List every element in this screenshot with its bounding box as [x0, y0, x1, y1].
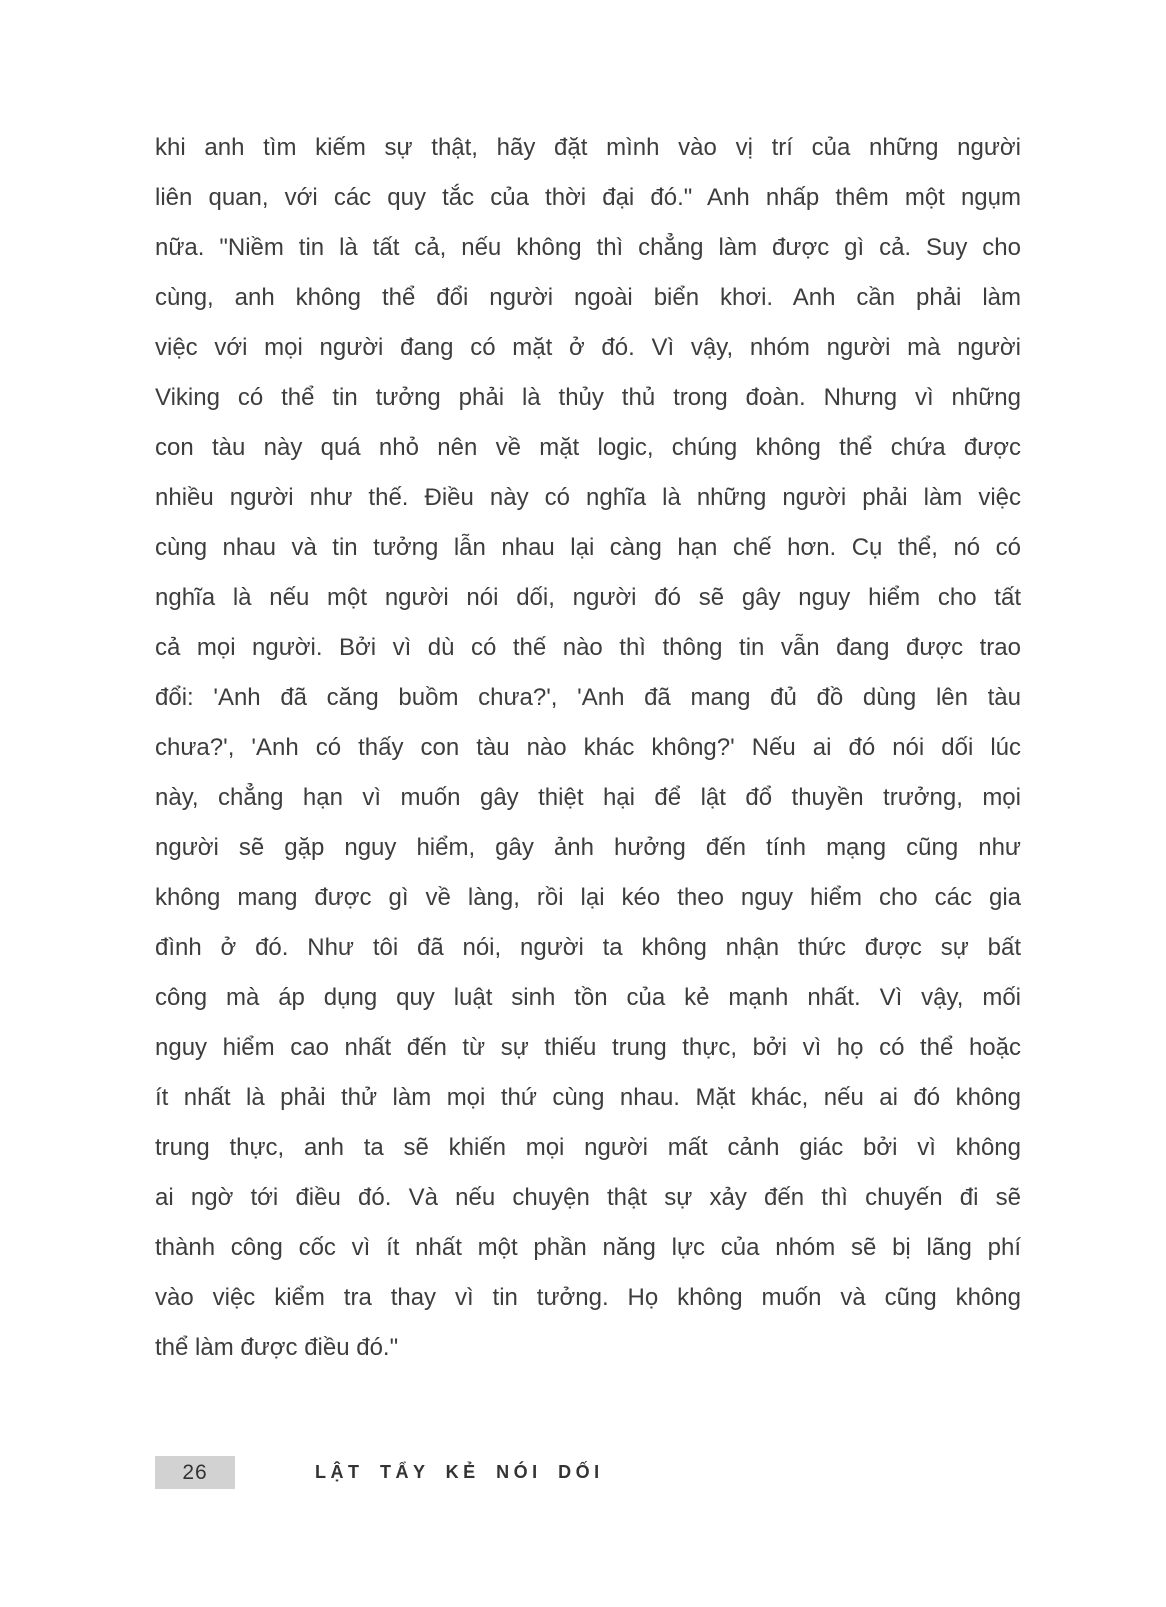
text-line: này, chẳng hạn vì muốn gây thiệt hại để lật đổ thuyền trưởng, mọi — [155, 784, 1021, 811]
text-line: đổi: 'Anh đã căng buồm chưa?', 'Anh đã mang đủ đồ dùng lên tàu — [155, 684, 1021, 711]
body-text — [155, 123, 1021, 1373]
text-line: liên quan, với các quy tắc của thời đại đó." Anh nhấp thêm một ngụm — [155, 184, 1021, 211]
page-footer — [155, 1456, 1021, 1489]
text-line: khi anh tìm kiếm sự thật, hãy đặt mình vào vị trí của những người — [155, 134, 1021, 161]
text-line: trung thực, anh ta sẽ khiến mọi người mất cảnh giác bởi vì không — [155, 1134, 1021, 1161]
text-line: nguy hiểm cao nhất đến từ sự thiếu trung thực, bởi vì họ có thể hoặc — [155, 1034, 1021, 1061]
text-line: cả mọi người. Bởi vì dù có thế nào thì thông tin vẫn đang được trao — [155, 634, 1021, 661]
text-line: nhiều người như thế. Điều này có nghĩa là những người phải làm việc — [155, 484, 1021, 511]
text-line: nghĩa là nếu một người nói dối, người đó sẽ gây nguy hiểm cho tất — [155, 584, 1021, 611]
text-line: con tàu này quá nhỏ nên về mặt logic, chúng không thể chứa được — [155, 434, 1021, 461]
text-line: người sẽ gặp nguy hiểm, gây ảnh hưởng đến tính mạng cũng như — [155, 834, 1021, 861]
text-line: không mang được gì về làng, rồi lại kéo theo nguy hiểm cho các gia — [155, 884, 1021, 911]
text-line: công mà áp dụng quy luật sinh tồn của kẻ mạnh nhất. Vì vậy, mối — [155, 984, 1021, 1011]
text-line: đình ở đó. Như tôi đã nói, người ta không nhận thức được sự bất — [155, 934, 1021, 961]
text-line: nữa. "Niềm tin là tất cả, nếu không thì chẳng làm được gì cả. Suy cho — [155, 234, 1021, 261]
text-line: cùng, anh không thể đổi người ngoài biển khơi. Anh cần phải làm — [155, 284, 1021, 311]
running-title: LẬT TẨY KẺ NÓI DỐI — [315, 1462, 604, 1482]
text-line: cùng nhau và tin tưởng lẫn nhau lại càng hạn chế hơn. Cụ thể, nó có — [155, 534, 1021, 561]
text-line: thành công cốc vì ít nhất một phần năng lực của nhóm sẽ bị lãng phí — [155, 1234, 1021, 1261]
text-line: Viking có thể tin tưởng phải là thủy thủ trong đoàn. Nhưng vì những — [155, 384, 1021, 411]
text-line: vào việc kiểm tra thay vì tin tưởng. Họ không muốn và cũng không — [155, 1284, 1021, 1311]
text-line: việc với mọi người đang có mặt ở đó. Vì vậy, nhóm người mà người — [155, 334, 1021, 361]
text-line: thể làm được điều đó." — [155, 1334, 399, 1361]
text-line: ai ngờ tới điều đó. Và nếu chuyện thật sự xảy đến thì chuyến đi sẽ — [155, 1184, 1021, 1211]
text-line: chưa?', 'Anh có thấy con tàu nào khác không?' Nếu ai đó nói dối lúc — [155, 734, 1021, 761]
text-line: ít nhất là phải thử làm mọi thứ cùng nhau. Mặt khác, nếu ai đó không — [155, 1084, 1021, 1111]
page-number: 26 — [155, 1456, 235, 1489]
